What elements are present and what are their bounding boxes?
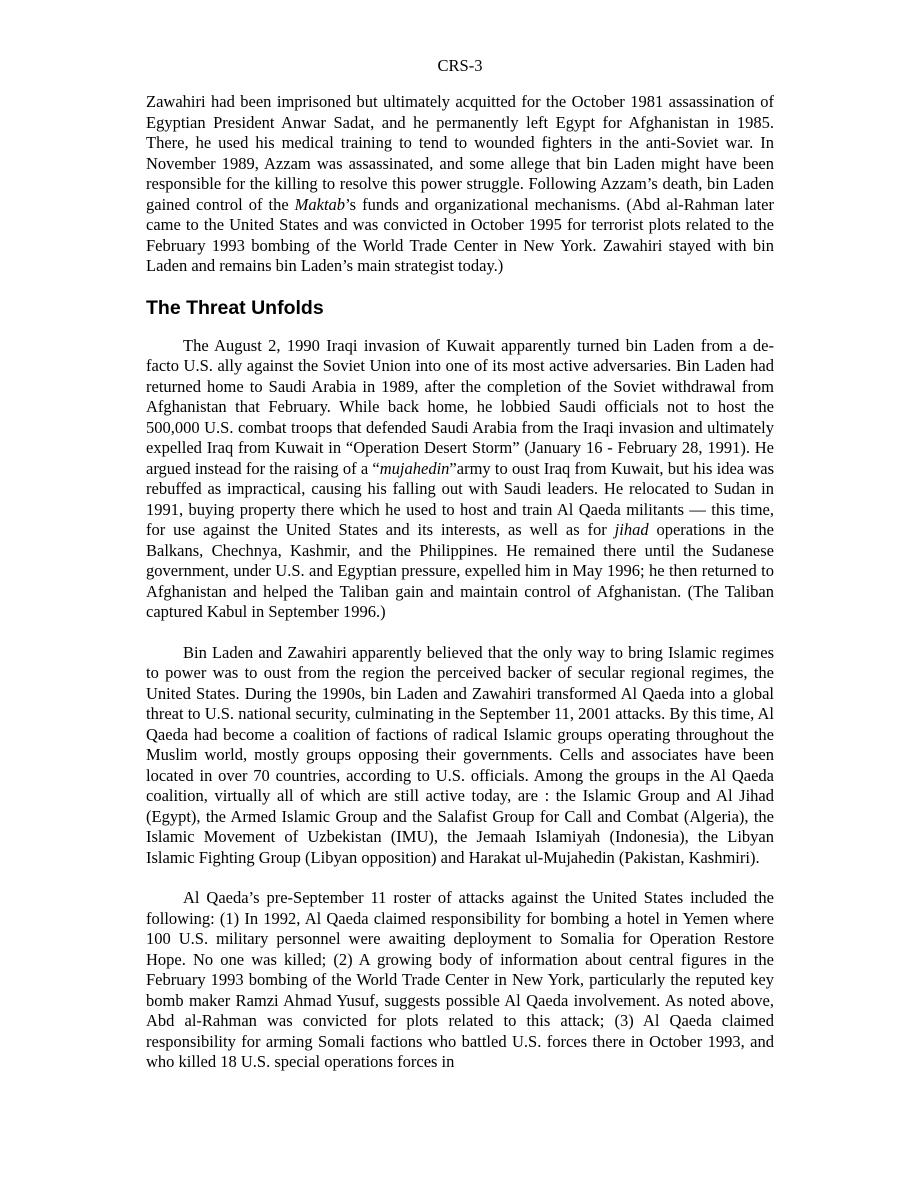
page-number-header: CRS-3: [437, 56, 483, 75]
intro-italic-term: Maktab: [294, 194, 346, 214]
body-paragraph-1: [146, 336, 774, 623]
paragraph-1-part-3: operations in the Balkans, Chechnya, Kashmir, and the Philippines. He remained there until the Sudanese government, under U.S. and Egyptian pressure, expelled him in May 1996; he then returned to Afghanistan and helped the Taliban gain and maintain control of Afghanistan. (The Taliban captured Kabul in September 1996.): [146, 520, 774, 621]
paragraph-1-italic-term-2: jihad: [614, 520, 649, 539]
paragraph-1-part-1: The August 2, 1990 Iraqi invasion of Kuwait apparently turned bin Laden from a de-facto U.S. ally against the Soviet Union into one of its most active adversaries. Bin Laden had returned home to Saudi Arabia in 1989, after the completion of the Soviet withdrawal from Afghanistan that February. While back home, he lobbied Saudi officials not to host the 500,000 U.S. combat troops that defended Saudi Arabia from the Iraqi invasion and ultimately expelled Iraq from Kuwait in “Operation Desert Storm” (January 16 - February 28, 1991). He argued instead for the raising of a “: [146, 335, 774, 478]
body-paragraph-2: Bin Laden and Zawahiri apparently believed that the only way to bring Islamic regimes to power was to oust from the region the perceived backer of secular regional regimes, the United States. During the 1990s, bin Laden and Zawahiri transformed Al Qaeda into a global threat to U.S. national security, culminating in the September 11, 2001 attacks. By this time, Al Qaeda had become a coalition of factions of radical Islamic groups operating throughout the Muslim world, mostly groups opposing their governments. Cells and associates have been located in over 70 countries, according to U.S. officials. Among the groups in the Al Qaeda coalition, virtually all of which are still active today, are : the Islamic Group and Al Jihad (Egypt), the Armed Islamic Group and the Salafist Group for Call and Combat (Algeria), the Islamic Movement of Uzbekistan (IMU), the Jemaah Islamiyah (Indonesia), the Libyan Islamic Fighting Group (Libyan opposition) and Harakat ul-Mujahedin (Pakistan, Kashmiri).: [146, 642, 774, 867]
intro-paragraph: [146, 92, 774, 277]
paragraph-1-italic-term-1: mujahedin: [379, 458, 450, 478]
body-paragraph-3: Al Qaeda’s pre-September 11 roster of attacks against the United States included the following: (1) In 1992, Al Qaeda claimed responsibility for bombing a hotel in Yemen where 100 U.S. military personnel were awaiting deployment to Somalia for Operation Restore Hope. No one was killed; (2) A growing body of information about central figures in the February 1993 bombing of the World Trade Center in New York, particularly the reputed key bomb maker Ramzi Ahmad Yusuf, suggests possible Al Qaeda involvement. As noted above, Abd al-Rahman was convicted for plots related to this attack; (3) Al Qaeda claimed responsibility for arming Somali factions who battled U.S. forces there in October 1993, and who killed 18 U.S. special operations forces in: [146, 888, 774, 1071]
paragraph-1-part-2: ”army to oust Iraq from Kuwait, but his idea was rebuffed as impractical, causing his falling out with Saudi leaders. He relocated to Sudan in 1991, buying property there which he used to host and train Al Qaeda militants — this time, for use against the United States and its interests, as well as for: [146, 458, 775, 539]
intro-text-part-1: Zawahiri had been imprisoned but ultimately acquitted for the October 1981 assassination of Egyptian President Anwar Sadat, and he permanently left Egypt for Afghanistan in 1985. There, he used his medical training to tend to wounded fighters in the anti-Soviet war. In November 1989, Azzam was assassinated, and some allege that bin Laden might have been responsible for the killing to resolve this power struggle. Following Azzam’s death, bin Laden gained control of the: [146, 92, 774, 214]
document-body: [146, 92, 774, 1073]
section-heading: The Threat Unfolds: [146, 296, 324, 319]
intro-text-part-2: ’s funds and organizational mechanisms. (Abd al-Rahman later came to the United States and was convicted in October 1995 for terrorist plots related to the February 1993 bombing of the World Trade Center in New York. Zawahiri stayed with bin Laden and remains bin Laden’s main strategist today.): [146, 194, 774, 275]
